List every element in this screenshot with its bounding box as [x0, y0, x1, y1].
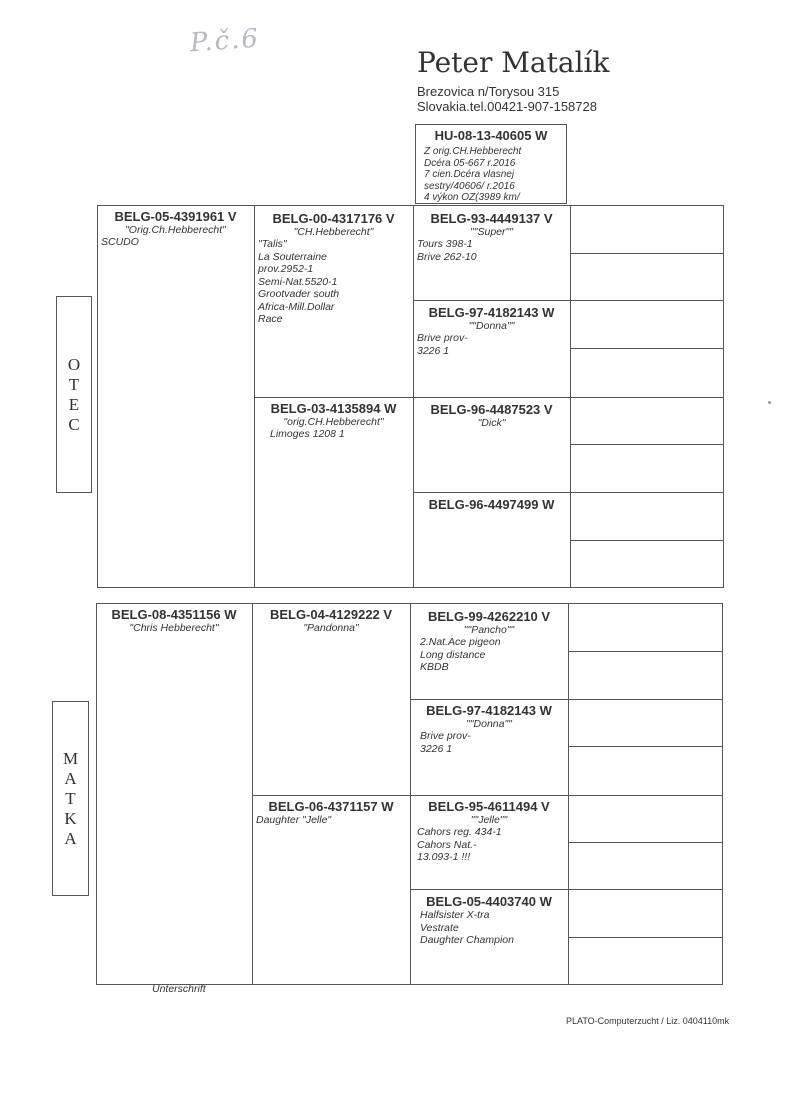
sire-mother-ring: BELG-03-4135894 W	[270, 401, 397, 416]
sire-notes: SCUDO	[101, 236, 139, 248]
dam-ff-ring: BELG-99-4262210 V	[427, 609, 551, 624]
dam-mf-cell	[410, 797, 568, 866]
subject-box	[415, 124, 567, 204]
grid-divider	[252, 795, 723, 796]
grid-divider	[568, 746, 723, 747]
grid-divider	[254, 397, 724, 398]
grid-divider	[568, 937, 723, 938]
sire-fm-cell	[413, 303, 570, 359]
father-letter: O	[67, 354, 81, 374]
sire-mm-ring: BELG-96-4497499 W	[428, 497, 555, 512]
sire-mf-ring: BELG-96-4487523 V	[430, 402, 553, 417]
father-letter: T	[68, 374, 80, 394]
grid-divider	[568, 603, 569, 984]
dam-cell	[96, 605, 252, 636]
sire-ff-notes: Tours 398-1 Brive 262-10	[417, 238, 477, 263]
dam-mm-cell	[410, 892, 568, 949]
dam-mf-name: ""Jelle""	[470, 814, 508, 826]
grid-divider	[410, 889, 723, 890]
dam-ff-name: ""Pancho""	[463, 624, 515, 636]
dam-fm-notes: Brive prov- 3226 1	[420, 730, 471, 755]
subject-ring: HU-08-13-40605 W	[434, 128, 548, 143]
dam-fm-ring: BELG-97-4182143 W	[426, 703, 552, 718]
handwritten-note: P.č.6	[189, 23, 261, 59]
sire-father-notes: "Talis" La Souterraine prov.2952-1 Semi-Nat.5520-1 Grootvader south Africa-Mill.Dollar Race	[258, 238, 340, 325]
dam-name: "Chris Hebberecht"	[129, 622, 219, 634]
father-letter: C	[68, 414, 80, 434]
owner-address: Brezovica n/Torysou 315	[417, 84, 560, 99]
grid-divider	[413, 492, 724, 493]
sire-ff-ring: BELG-93-4449137 V	[430, 211, 553, 226]
subject-notes: Z orig.CH.Hebberecht Dcéra 05-667 r.2016 7 cien.Dcéra vlasnej sestry/40606/ r.2016 4 výkon OZ(3989 km/	[424, 146, 522, 203]
dam-mf-ring: BELG-95-4611494 V	[428, 799, 550, 814]
sire-ff-name: ""Super""	[470, 226, 513, 238]
sire-ring: BELG-05-4391961 V	[114, 209, 237, 224]
software-credit: PLATO-Computerzucht / Liz. 0404110mk	[566, 1016, 730, 1026]
grid-divider	[252, 603, 253, 984]
sire-father-cell	[254, 209, 413, 328]
grid-divider	[413, 300, 724, 301]
dam-ff-cell	[410, 607, 568, 676]
grid-divider	[570, 253, 724, 254]
owner-phone: Slovakia.tel.00421-907-158728	[417, 99, 597, 114]
grid-divider	[568, 842, 723, 843]
dam-ring: BELG-08-4351156 W	[111, 607, 237, 622]
mother-letter: K	[64, 808, 77, 828]
dam-father-ring: BELG-04-4129222 V	[269, 607, 393, 622]
dam-mf-notes: Cahors reg. 434-1 Cahors Nat.- 13.093-1 !!!	[417, 826, 502, 863]
dam-mother-notes: Daughter "Jelle"	[256, 814, 332, 826]
owner-name: Peter Matalík	[417, 46, 610, 79]
grid-divider	[410, 699, 723, 700]
sire-father-ring: BELG-00-4317176 V	[272, 211, 395, 226]
dam-fm-name: ""Donna""	[466, 718, 512, 730]
dam-mm-ring: BELG-05-4403740 W	[426, 894, 552, 909]
sire-name: "Orig.Ch.Hebberecht"	[125, 224, 226, 236]
mother-letter: A	[64, 828, 77, 848]
sire-ff-cell	[413, 209, 570, 265]
sire-father-name: "CH.Hebberecht"	[293, 226, 374, 238]
dam-mother-cell	[252, 797, 410, 829]
grid-divider	[570, 444, 724, 445]
grid-divider	[570, 540, 724, 541]
sire-mother-cell	[254, 399, 413, 443]
sire-fm-notes: Brive prov- 3226 1	[417, 332, 468, 357]
stray-dot	[768, 401, 771, 404]
sire-cell	[97, 207, 254, 251]
mother-side-label	[52, 701, 89, 896]
sire-mf-cell	[413, 400, 570, 431]
sire-mother-name: "orig.CH.Hebberecht"	[283, 416, 384, 428]
dam-father-cell	[252, 605, 410, 636]
sire-mm-cell	[413, 495, 570, 514]
mother-letter: T	[65, 788, 76, 808]
sire-fm-name: ""Donna""	[468, 320, 515, 332]
mother-letter: M	[62, 748, 79, 768]
grid-divider	[568, 651, 723, 652]
sire-mf-name: "Dick"	[477, 417, 506, 429]
father-letter: E	[68, 394, 80, 414]
sire-fm-ring: BELG-97-4182143 W	[428, 305, 555, 320]
dam-father-name: "Pandonna"	[303, 622, 359, 634]
father-side-label	[56, 296, 92, 493]
grid-divider	[570, 205, 571, 587]
signature-label: Unterschrift	[152, 983, 206, 995]
mother-letter: A	[64, 768, 77, 788]
dam-ff-notes: 2.Nat.Ace pigeon Long distance KBDB	[420, 636, 501, 673]
sire-mother-notes: Limoges 1208 1	[270, 428, 345, 440]
dam-mother-ring: BELG-06-4371157 W	[268, 799, 394, 814]
grid-divider	[570, 348, 724, 349]
dam-mm-notes: Halfsister X-tra Vestrate Daughter Champion	[420, 909, 514, 946]
dam-fm-cell	[410, 701, 568, 757]
